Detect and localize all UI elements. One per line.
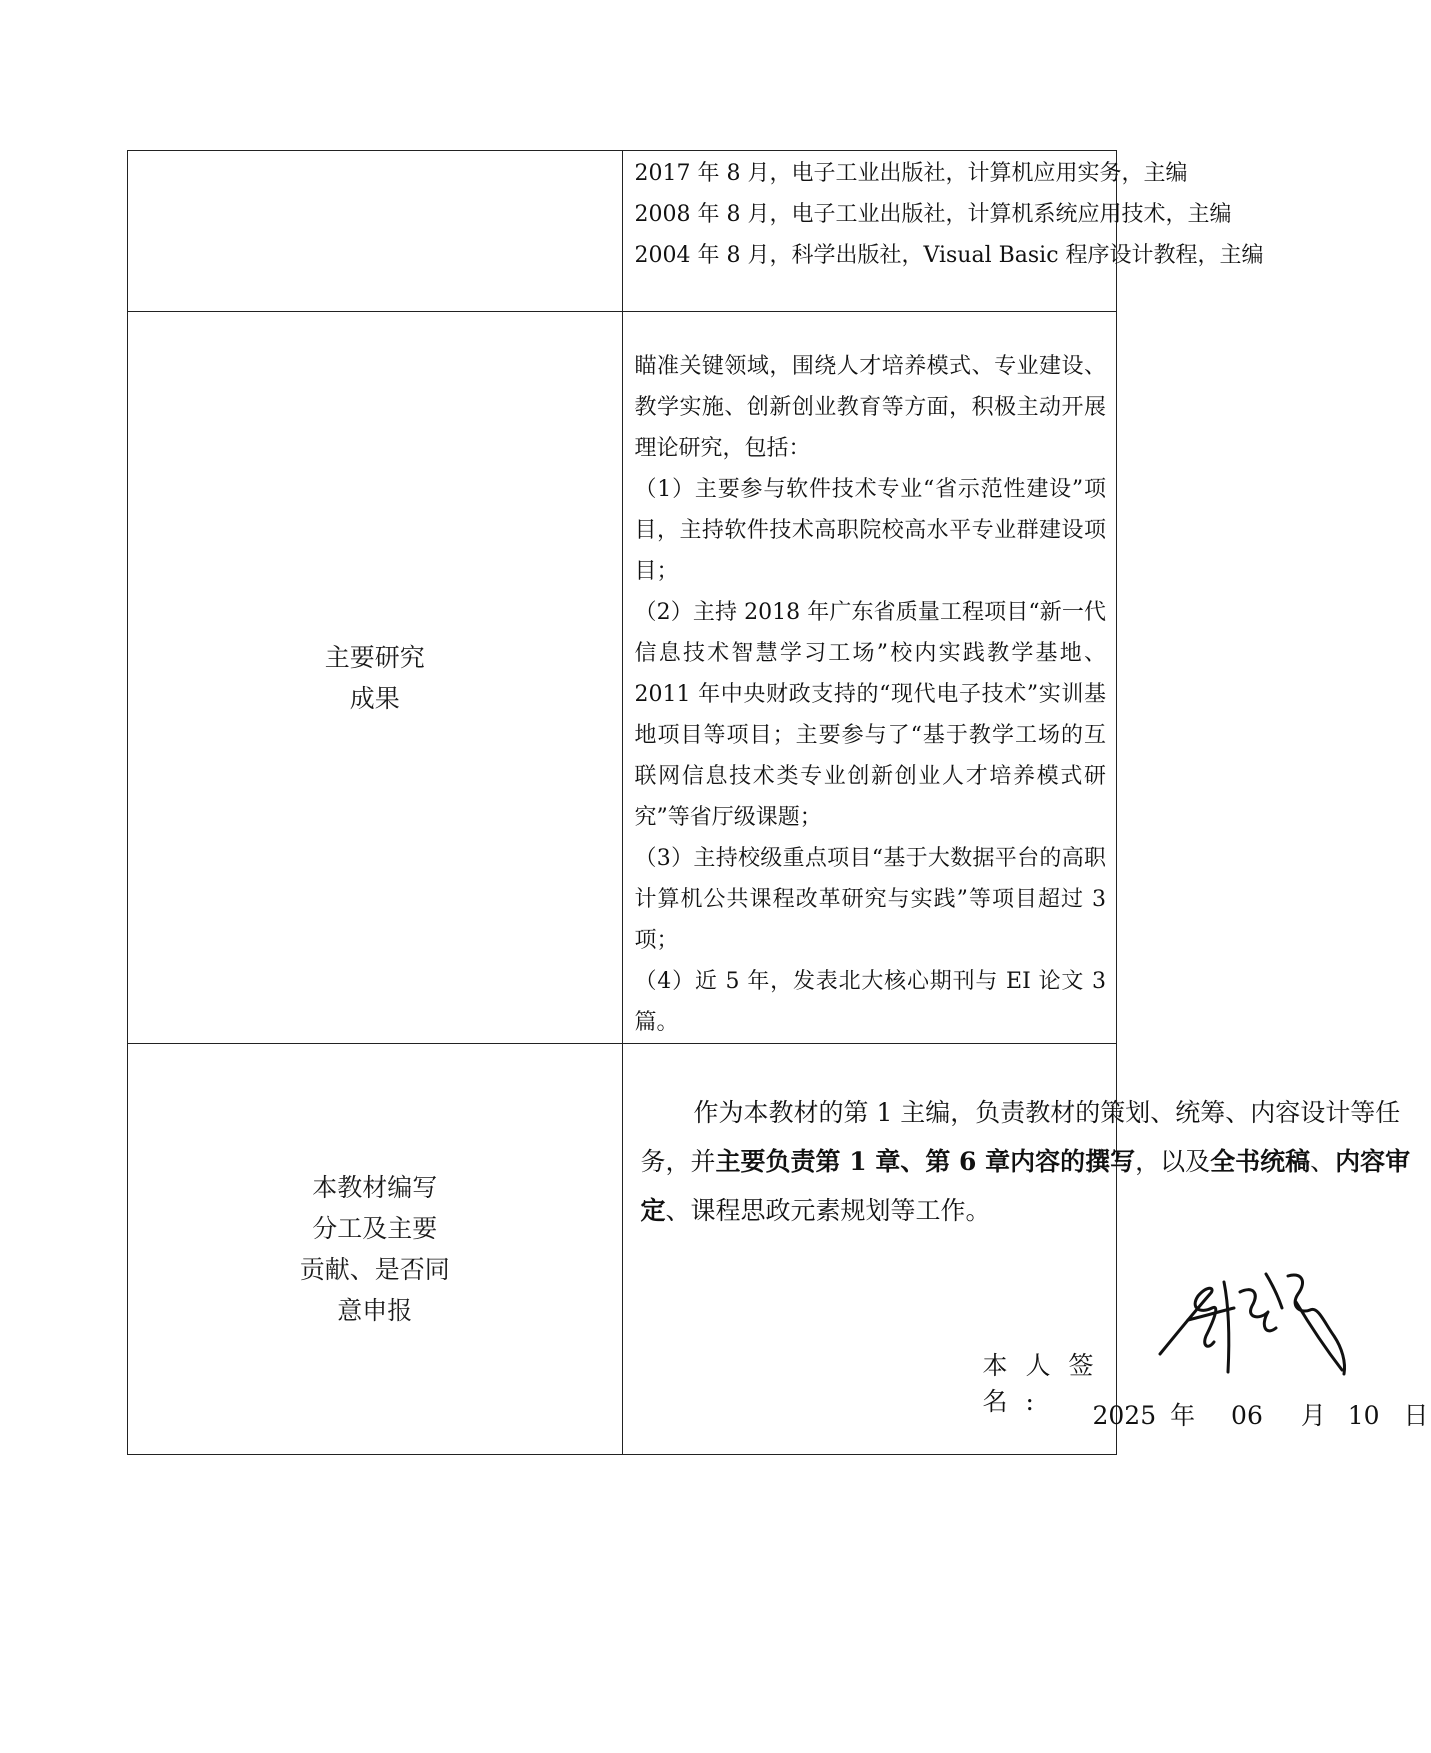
research-item: （1）主要参与软件技术专业“省示范性建设”项目，主持软件技术高职院校高水平专业群建设项目； [634,477,1106,584]
contribution-emphasis: 内容审定 [640,1147,1411,1225]
books-cell [622,151,1264,312]
contribution-label-line: 意申报 [337,1296,413,1325]
research-label-line: 成果 [349,683,400,713]
application-form-table [127,150,1429,1455]
signature-label: 本人签名: [982,1351,1112,1416]
contribution-text: 、课程思政元素规划等工作。 [665,1196,991,1225]
books-row [128,151,1117,312]
contribution-label [128,1044,623,1455]
date-year-unit: 年 [1170,1401,1196,1430]
contribution-label-line: 分工及主要 [312,1214,438,1243]
research-row [128,312,1117,1044]
contribution-cell [622,1044,1429,1455]
contribution-emphasis: 主要负责第 1 章、第 6 章内容的撰写 [715,1147,1136,1176]
research-intro: 瞄准关键领域，围绕人才培养模式、专业建设、教学实施、创新创业教育等方面，积极主动开展理论研究，包括： [634,354,1106,461]
book-line: 2017 年 8 月，电子工业出版社，计算机应用实务，主编 [634,161,1188,186]
research-cell [622,312,1117,1044]
contribution-label-line: 贡献、是否同 [299,1255,450,1284]
contribution-text: ，以及 [1135,1147,1211,1176]
contribution-label-line: 本教材编写 [312,1173,438,1202]
signature-date [1093,1396,1429,1432]
date-month-unit: 月 [1300,1401,1326,1430]
book-line: 2008 年 8 月，电子工业出版社，计算机系统应用技术，主编 [634,202,1232,227]
research-label-line: 主要研究 [324,642,425,672]
research-item: （2）主持 2018 年广东省质量工程项目“新一代信息技术智慧学习工场”校内实践教学基地、2011 年中央财政支持的“现代电子技术”实训基地项目等项目；主要参与了“基于教学工场的互联网信息技术类专业创新创业人才培养模式研究”等省厅级课题； [634,600,1106,830]
book-line: 2004 年 8 月，科学出版社，Visual Basic 程序设计教程，主编 [634,243,1264,268]
contribution-text: 作为本教材的第 1 主编，负责教材的策划、统筹、内容设计等任务，并 [640,1098,1401,1176]
date-year: 2025 [1092,1401,1157,1430]
contribution-row [128,1044,1117,1455]
contribution-text: 、 [1310,1147,1336,1176]
contribution-emphasis: 全书统稿 [1210,1147,1311,1176]
date-day: 10 [1347,1401,1380,1430]
date-month: 06 [1231,1401,1263,1430]
date-day-unit: 日 [1403,1401,1429,1430]
books-label-cell [128,151,623,312]
research-label [128,312,623,1044]
contribution-paragraph [641,1088,1431,1235]
research-item: （3）主持校级重点项目“基于大数据平台的高职计算机公共课程改革研究与实践”等项目超过 3 项； [634,846,1106,953]
handwritten-signature [1148,1262,1348,1392]
research-item: （4）近 5 年，发表北大核心期刊与 EI 论文 3 篇。 [634,969,1106,1035]
